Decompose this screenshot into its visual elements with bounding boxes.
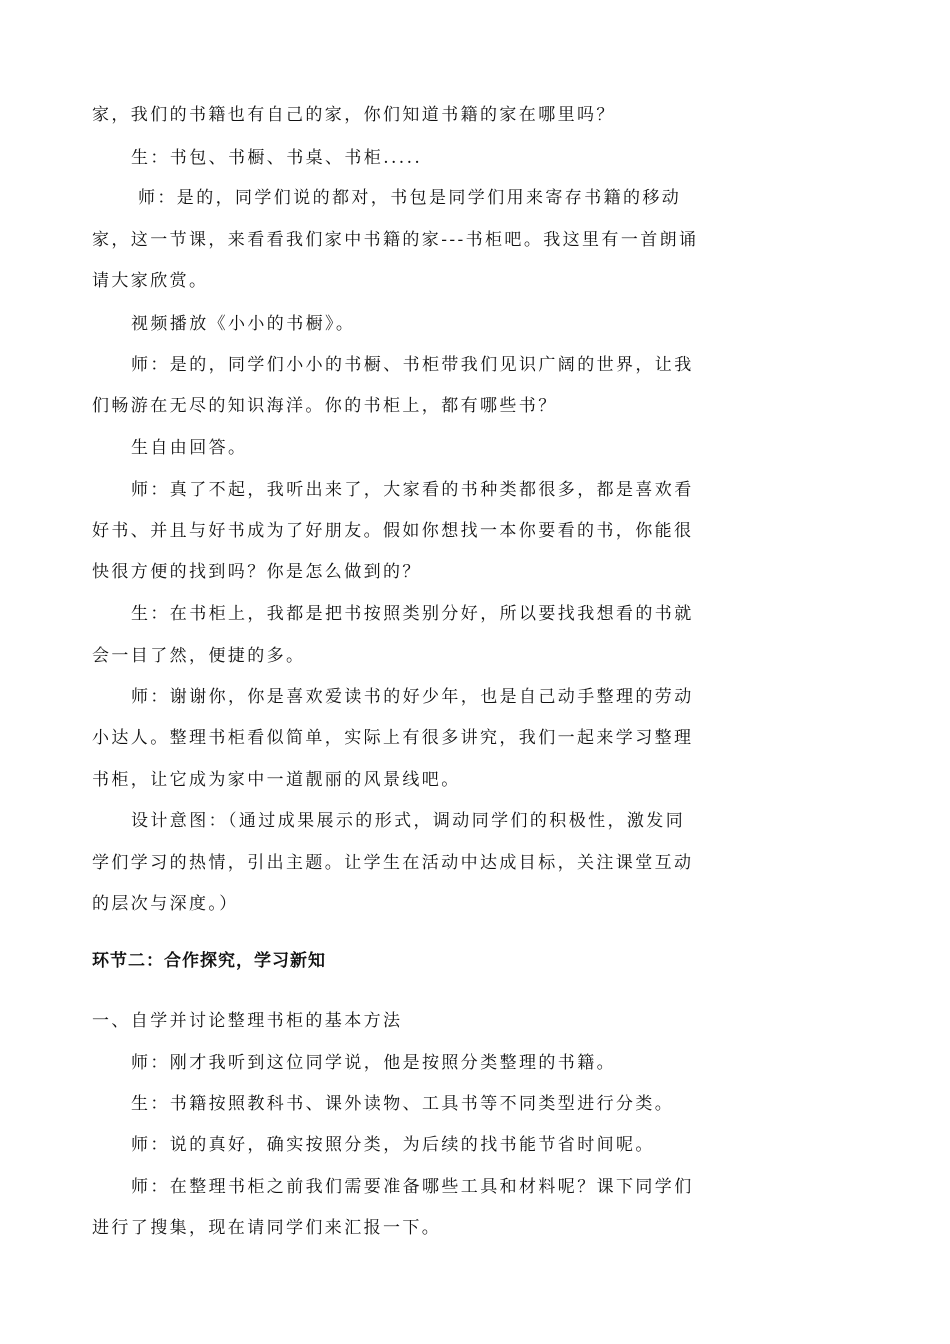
text-line-7: 师：是的，同学们小小的书橱、书柜带我们见识广阔的世界，让我 (131, 355, 694, 375)
text-line-25: 进行了搜集，现在请同学们来汇报一下。 (92, 1218, 442, 1238)
text-line-5: 请大家欣赏。 (92, 271, 209, 291)
text-line-1: 家，我们的书籍也有自己的家，你们知道书籍的家在哪里吗？ (92, 105, 616, 125)
text-line-3: 师：是的，同学们说的都对，书包是同学们用来寄存书籍的移动 (138, 188, 682, 208)
text-line-9: 生自由回答。 (131, 438, 248, 458)
section-heading: 环节二：合作探究，学习新知 (92, 951, 326, 971)
text-line-13: 生：在书柜上，我都是把书按照类别分好，所以要找我想看的书就 (131, 604, 694, 624)
text-line-20: 的层次与深度。） (92, 894, 239, 914)
text-line-18: 设计意图：（通过成果展示的形式，调动同学们的积极性，激发同 (131, 811, 686, 831)
text-line-22: 生：书籍按照教科书、课外读物、工具书等不同类型进行分类。 (131, 1094, 675, 1114)
text-line-4: 家，这一节课，来看看我们家中书籍的家---书柜吧。我这里有一首朗诵 (92, 230, 699, 250)
text-line-24: 师：在整理书柜之前我们需要准备哪些工具和材料呢？课下同学们 (131, 1177, 694, 1197)
text-line-16: 小达人。整理书柜看似简单，实际上有很多讲究，我们一起来学习整理 (92, 728, 694, 748)
text-line-19: 学们学习的热情，引出主题。让学生在活动中达成目标，关注课堂互动 (92, 853, 694, 873)
text-line-12: 快很方便的找到吗？你是怎么做到的？ (92, 562, 422, 582)
text-line-6: 视频播放《小小的书橱》。 (131, 314, 356, 334)
text-line-2: 生：书包、书橱、书桌、书柜..... (131, 148, 423, 168)
text-line-15: 师：谢谢你，你是喜欢爱读书的好少年，也是自己动手整理的劳动 (131, 687, 694, 707)
text-line-23: 师：说的真好，确实按照分类，为后续的找书能节省时间呢。 (131, 1135, 655, 1155)
subsection-heading: 一、自学并讨论整理书柜的基本方法 (92, 1011, 403, 1031)
text-line-11: 好书、并且与好书成为了好朋友。假如你想找一本你要看的书，你能很 (92, 521, 694, 541)
text-line-21: 师：刚才我听到这位同学说，他是按照分类整理的书籍。 (131, 1053, 616, 1073)
text-line-14: 会一目了然，便捷的多。 (92, 646, 306, 666)
text-line-10: 师：真了不起，我听出来了，大家看的书种类都很多，都是喜欢看 (131, 480, 694, 500)
text-line-8: 们畅游在无尽的知识海洋。你的书柜上，都有哪些书？ (92, 396, 558, 416)
text-line-17: 书柜，让它成为家中一道靓丽的风景线吧。 (92, 770, 461, 790)
